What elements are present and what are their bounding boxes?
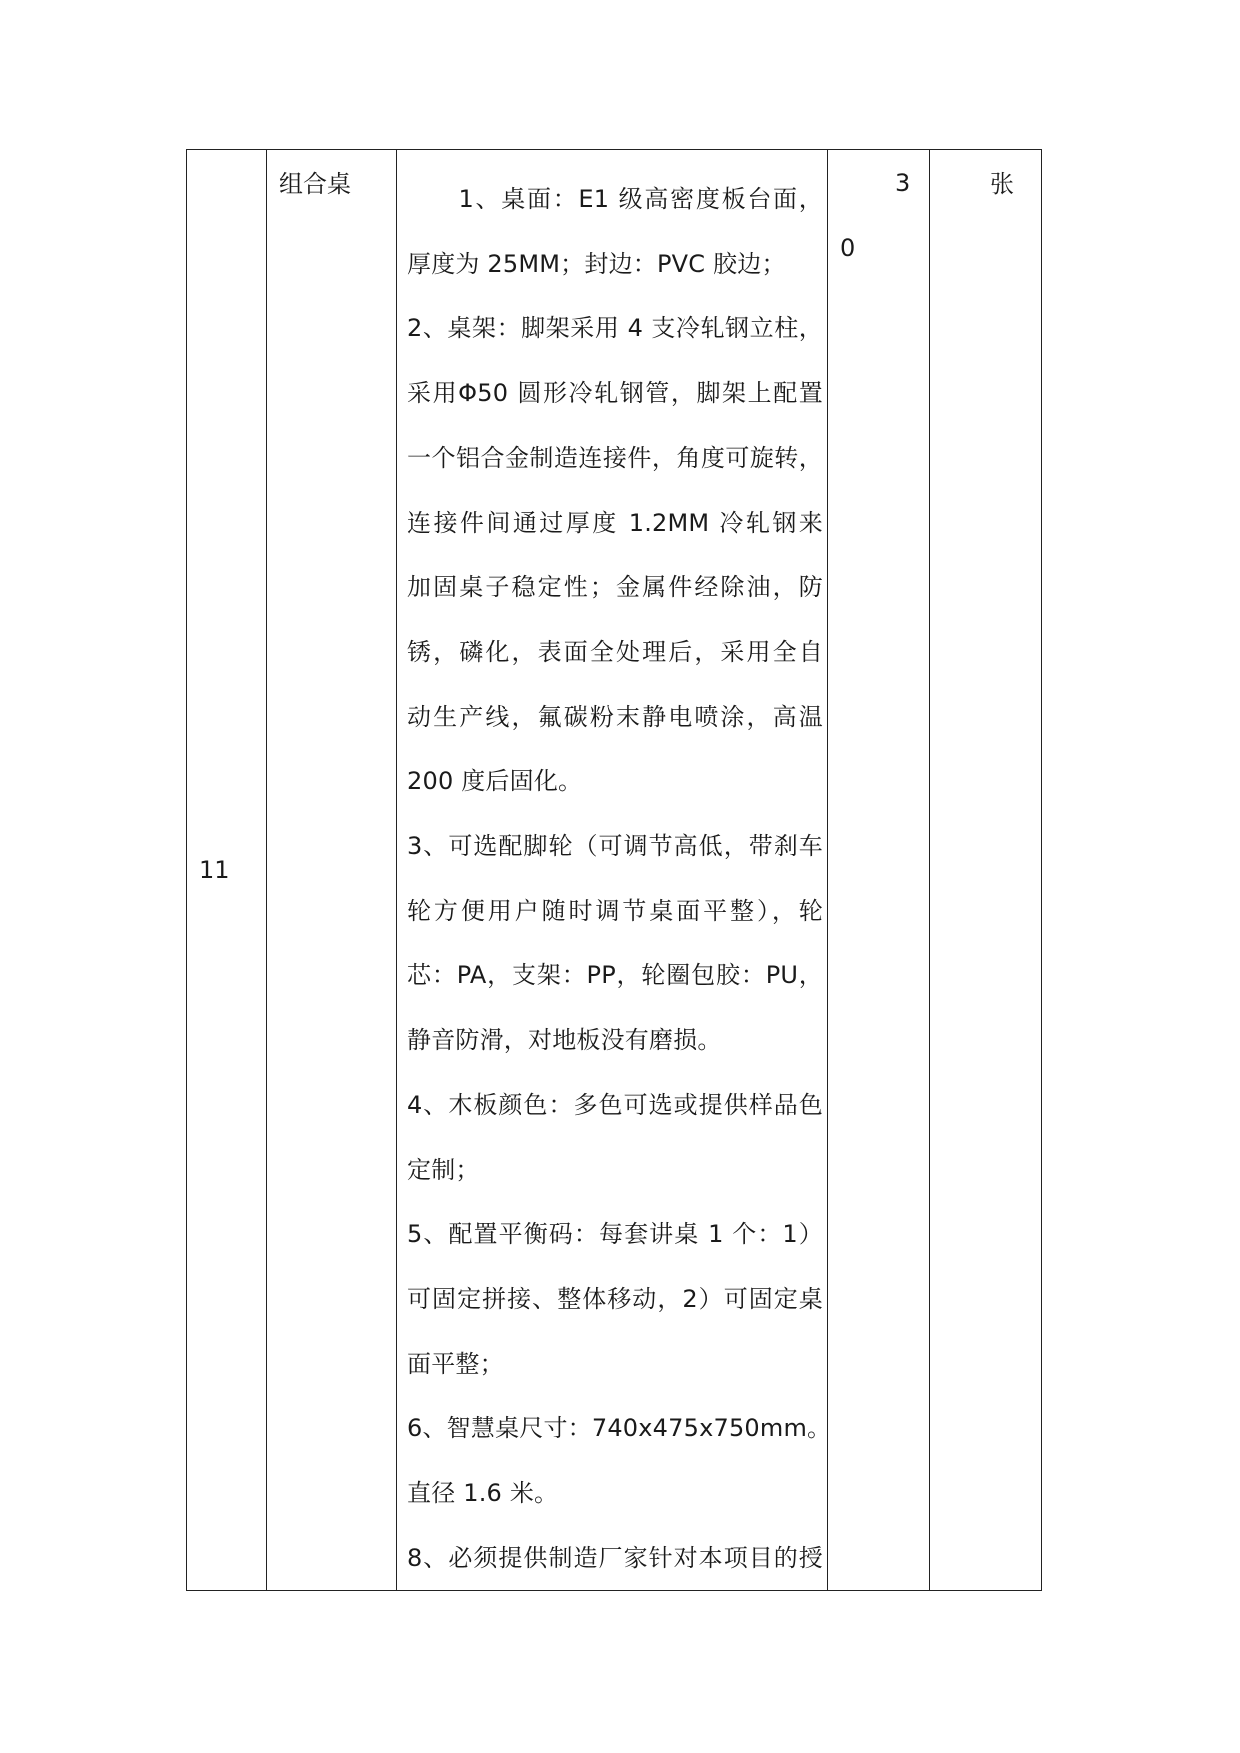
- spec-line: 定制；: [407, 1155, 480, 1184]
- spec-line: 一个铝合金制造连接件，角度可旋转，: [407, 443, 823, 472]
- spec-line: 直径 1.6 米。: [407, 1479, 559, 1508]
- spec-line: 可固定拼接、整体移动，2）可固定桌: [407, 1284, 823, 1313]
- spec-line: 锈，磷化，表面全处理后，采用全自: [407, 637, 823, 666]
- spec-line: 芯：PA，支架：PP，轮圈包胶：PU，: [407, 961, 823, 990]
- spec-line: 加固桌子稳定性；金属件经除油，防: [407, 573, 823, 602]
- item-number-cell: [187, 150, 267, 1591]
- item-spec-cell: [397, 150, 832, 1591]
- spec-line: 采用Φ50 圆形冷轧钢管，脚架上配置: [407, 379, 823, 408]
- spec-text: [397, 150, 832, 1590]
- spec-line: 4、木板颜色：多色可选或提供样品色: [407, 1090, 823, 1119]
- quantity-digit-1: 3: [895, 169, 911, 197]
- item-unit: 张: [990, 170, 1014, 198]
- item-name: 组合桌: [279, 170, 351, 198]
- table-row: [187, 150, 1042, 1591]
- item-number: 11: [199, 856, 230, 885]
- spec-line: 1、桌面：E1 级高密度板台面，: [407, 185, 823, 213]
- spec-line: 连接件间通过厚度 1.2MM 冷轧钢来: [407, 508, 823, 537]
- spec-line: 厚度为 25MM；封边：PVC 胶边；: [407, 249, 786, 278]
- spec-line: 轮方便用户随时调节桌面平整），轮: [407, 896, 823, 925]
- item-quantity-cell: [828, 150, 930, 1591]
- spec-line: 静音防滑，对地板没有磨损。: [407, 1026, 722, 1055]
- item-unit-cell: [930, 150, 1042, 1591]
- spec-line: 8、必须提供制造厂家针对本项目的授: [407, 1543, 823, 1572]
- item-quantity: [828, 150, 929, 1590]
- spec-line: 2、桌架：脚架采用 4 支冷轧钢立柱，: [407, 314, 823, 343]
- item-name-cell: [267, 150, 397, 1591]
- spec-line: 面平整；: [407, 1349, 504, 1378]
- spec-line: 6、智慧桌尺寸：740x475x750mm。: [407, 1414, 832, 1443]
- spec-line: 5、配置平衡码：每套讲桌 1 个：1）: [407, 1220, 823, 1249]
- spec-line: 动生产线，氟碳粉末静电喷涂，高温: [407, 702, 823, 731]
- spec-table: [186, 149, 1042, 1591]
- spec-line: 200 度后固化。: [407, 767, 583, 796]
- quantity-digit-2: 0: [840, 234, 856, 262]
- spec-line: 3、可选配脚轮（可调节高低，带刹车: [407, 832, 823, 861]
